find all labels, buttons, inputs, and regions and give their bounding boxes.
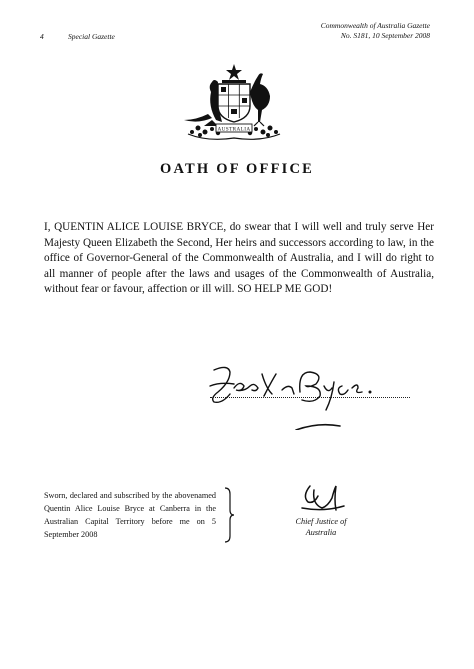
gazette-header [321,21,430,41]
signature-line [210,397,410,398]
oath-text: I, QUENTIN ALICE LOUISE BRYCE, do swear that I will well and truly serve Her Majesty Queen Elizabeth the Second, Her heirs and successors according to law, in the office of Governor-General of the Commonwealth of Australia, and I will do right to all manner of people after the laws and usages of the Commonwealth of Australia, without fear or favour, affection or ill will. SO HELP ME GOD! [44,221,434,295]
page-title: OATH OF OFFICE [159,161,315,177]
chief-justice-title: Chief Justice of [295,517,347,526]
gazette-issue: No. S181, 10 September 2008 [340,31,430,40]
gazette-title: Commonwealth of Australia Gazette [320,21,430,30]
chief-justice-signature-image [284,482,354,516]
coat-of-arms-motto: AUSTRALIA [217,126,251,133]
right-brace-icon [222,486,236,544]
page-number: 4 [40,32,44,41]
chief-justice-label [276,516,366,538]
gazette-section-label: Special Gazette [68,32,115,41]
chief-justice-country: Australia [305,528,337,537]
coat-of-arms-icon [178,62,290,146]
sworn-statement: Sworn, declared and subscribed by the abovenamed Quentin Alice Louise Bryce at Canberra in the Australian Capital Territory before me on 5 September 2008 [44,491,216,539]
signature-image [200,358,390,430]
